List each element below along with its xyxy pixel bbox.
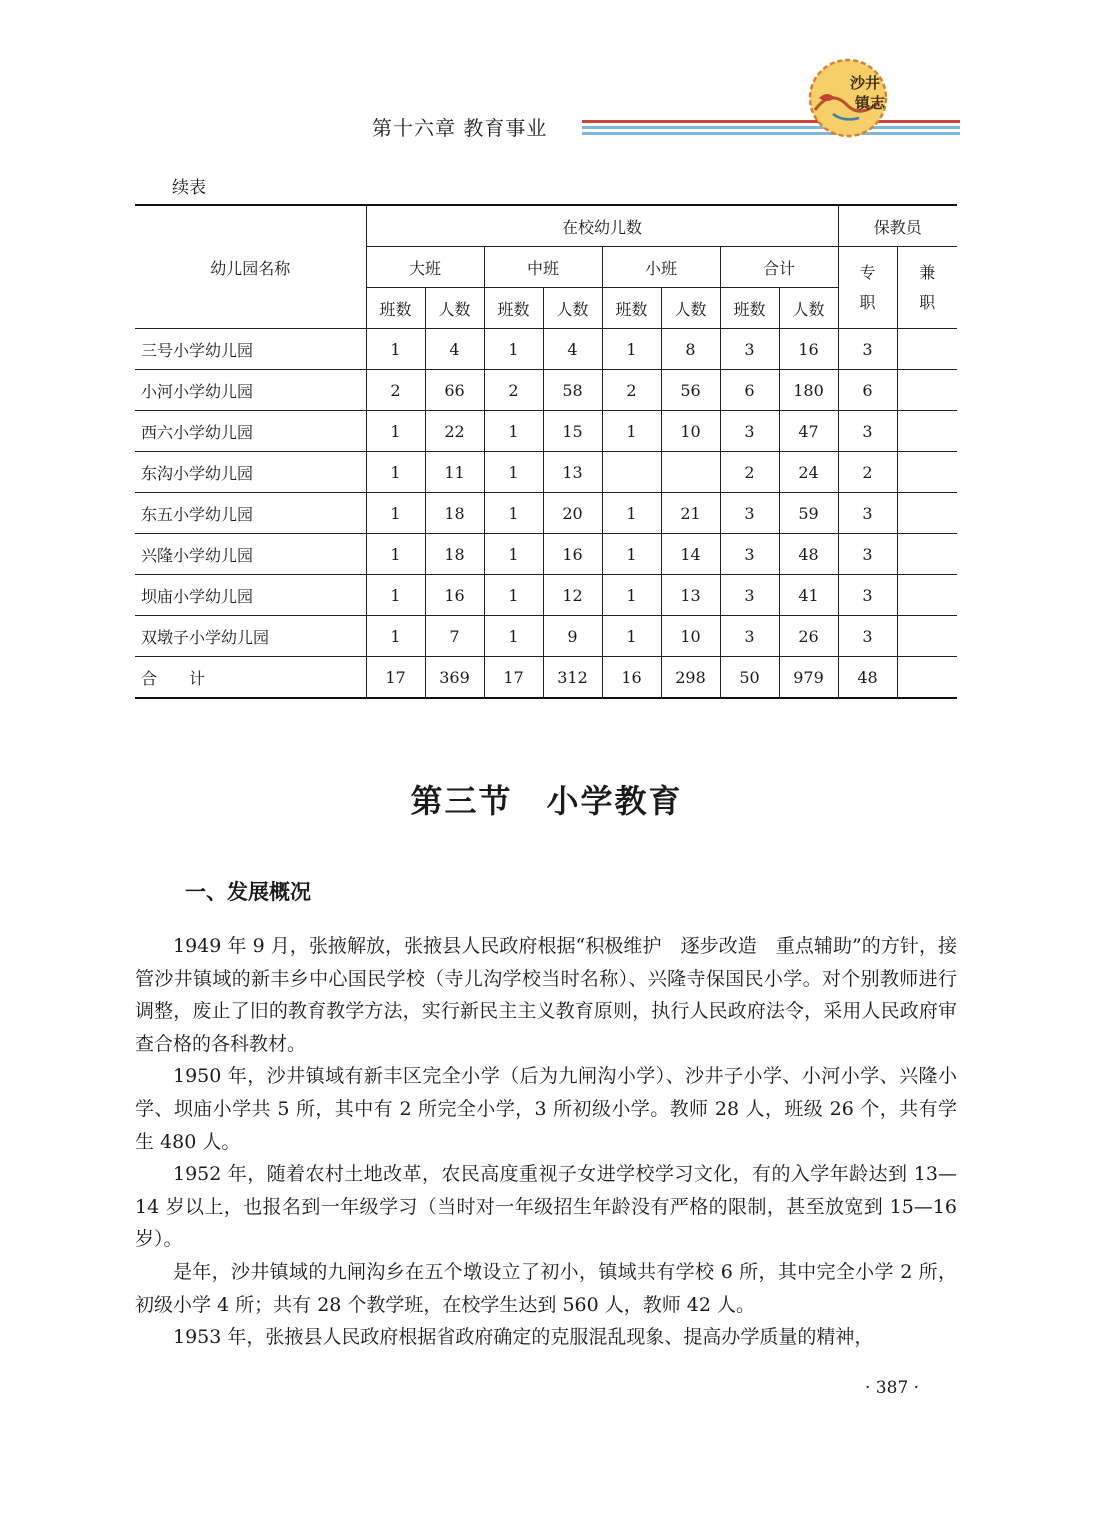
table-cell: 2 <box>838 452 897 493</box>
staff-header-parttime: 兼职 <box>919 262 936 312</box>
table-cell: 16 <box>779 329 838 370</box>
seal-text: 沙井 <box>850 74 881 92</box>
table-cell: 48 <box>838 657 897 699</box>
header-rule-blue <box>582 132 960 135</box>
paragraph: 1949 年 9 月，张掖解放，张掖县人民政府根据“积极维护 逐步改造 重点辅助”的方针，接管沙井镇域的新丰乡中心国民学校（寺儿沟学校当时名称）、兴隆寺保国民小学。对个别教师进行调整，废止了旧的教育教学方法，实行新民主主义教育原则，执行人民政府法令，采用人民政府审查合格的各科教材。 <box>135 935 957 1055</box>
table-cell: 369 <box>425 657 484 699</box>
table-cell: 西六小学幼儿园 <box>135 411 366 452</box>
table-cell: 22 <box>425 411 484 452</box>
column-header <box>897 247 957 329</box>
table-cell <box>897 329 957 370</box>
page-number: · 387 · <box>865 1378 920 1398</box>
subheading: 一、发展概况 <box>185 880 311 904</box>
column-group-header: 大班 <box>366 247 484 288</box>
column-header: 班数 <box>602 288 661 329</box>
table-cell: 12 <box>543 575 602 616</box>
table-cell: 3 <box>838 575 897 616</box>
table-cell: 1 <box>484 411 543 452</box>
table-cell: 7 <box>425 616 484 657</box>
table-cell: 20 <box>543 493 602 534</box>
table-cell: 17 <box>366 657 425 699</box>
table-cell: 4 <box>543 329 602 370</box>
table-cell: 1 <box>366 329 425 370</box>
column-group-header: 合计 <box>720 247 838 288</box>
table-cell: 50 <box>720 657 779 699</box>
table-cell <box>897 452 957 493</box>
table-cell: 3 <box>720 616 779 657</box>
table-row <box>135 329 957 370</box>
table-cell: 1 <box>366 575 425 616</box>
table-cell: 东沟小学幼儿园 <box>135 452 366 493</box>
table-cell: 1 <box>484 329 543 370</box>
table-cell: 1 <box>484 616 543 657</box>
header-rule-blue <box>582 126 960 129</box>
table-row <box>135 370 957 411</box>
continued-table-label: 续表 <box>172 178 206 198</box>
table-cell: 1 <box>602 329 661 370</box>
table-cell: 2 <box>720 452 779 493</box>
table-cell: 66 <box>425 370 484 411</box>
table-cell: 3 <box>720 493 779 534</box>
table-cell: 4 <box>425 329 484 370</box>
table-cell: 坝庙小学幼儿园 <box>135 575 366 616</box>
book-seal-logo <box>803 58 893 138</box>
table-cell: 10 <box>661 411 720 452</box>
table-cell: 8 <box>661 329 720 370</box>
column-header: 班数 <box>720 288 779 329</box>
section-title: 第三节 小学教育 <box>410 782 683 820</box>
table-cell: 6 <box>838 370 897 411</box>
column-header: 人数 <box>543 288 602 329</box>
table-cell: 3 <box>720 411 779 452</box>
table-cell: 14 <box>661 534 720 575</box>
table-row <box>135 534 957 575</box>
table-cell: 16 <box>425 575 484 616</box>
table-cell: 1 <box>366 616 425 657</box>
body-text <box>135 930 957 1354</box>
table-cell: 13 <box>543 452 602 493</box>
table-cell: 18 <box>425 493 484 534</box>
paragraph: 是年，沙井镇域的九闸沟乡在五个墩设立了初小，镇域共有学校 6 所，其中完全小学 2 所，初级小学 4 所；共有 28 个教学班，在校学生达到 560 人，教师 42 人。 <box>135 1260 957 1316</box>
table-cell: 6 <box>720 370 779 411</box>
column-group-header: 中班 <box>484 247 602 288</box>
table-cell: 1 <box>602 616 661 657</box>
column-group-header: 保教员 <box>838 205 957 247</box>
column-group-header: 在校幼儿数 <box>366 205 838 247</box>
table-row <box>135 452 957 493</box>
table-cell: 59 <box>779 493 838 534</box>
table-cell: 3 <box>838 616 897 657</box>
table-cell: 1 <box>484 534 543 575</box>
table-cell: 2 <box>366 370 425 411</box>
table-cell: 21 <box>661 493 720 534</box>
table-cell: 1 <box>602 534 661 575</box>
table-cell <box>897 370 957 411</box>
table-cell <box>897 411 957 452</box>
column-header: 班数 <box>484 288 543 329</box>
table-cell: 312 <box>543 657 602 699</box>
table-cell: 小河小学幼儿园 <box>135 370 366 411</box>
table-cell: 3 <box>838 329 897 370</box>
table-cell <box>897 616 957 657</box>
table-cell: 1 <box>602 493 661 534</box>
table-cell: 48 <box>779 534 838 575</box>
table-cell: 1 <box>602 411 661 452</box>
table-cell: 26 <box>779 616 838 657</box>
table-cell: 15 <box>543 411 602 452</box>
table-cell: 180 <box>779 370 838 411</box>
table-cell: 16 <box>602 657 661 699</box>
table-cell: 18 <box>425 534 484 575</box>
column-header: 班数 <box>366 288 425 329</box>
table-cell: 3 <box>838 411 897 452</box>
table-cell: 1 <box>484 493 543 534</box>
table-cell: 1 <box>366 493 425 534</box>
table-cell: 58 <box>543 370 602 411</box>
column-header: 幼儿园名称 <box>135 205 366 329</box>
table-cell: 3 <box>720 534 779 575</box>
table-cell: 1 <box>366 534 425 575</box>
table-cell: 2 <box>484 370 543 411</box>
staff-header-fulltime: 专职 <box>859 262 876 312</box>
table-cell: 1 <box>484 452 543 493</box>
table-cell: 东五小学幼儿园 <box>135 493 366 534</box>
table-cell: 979 <box>779 657 838 699</box>
chapter-header: 第十六章 教育事业 <box>372 116 548 140</box>
column-header: 人数 <box>425 288 484 329</box>
kindergarten-table <box>135 204 957 699</box>
paragraph: 1952 年，随着农村土地改革，农民高度重视子女进学校学习文化，有的入学年龄达到 13—14 岁以上，也报名到一年级学习（当时对一年级招生年龄没有严格的限制，甚至放宽到 15—16 岁）。 <box>135 1163 957 1251</box>
table-cell: 双墩子小学幼儿园 <box>135 616 366 657</box>
table-total-row <box>135 657 957 699</box>
table-cell: 17 <box>484 657 543 699</box>
column-header: 人数 <box>779 288 838 329</box>
table-cell: 41 <box>779 575 838 616</box>
table-cell: 24 <box>779 452 838 493</box>
seal-text: 镇志 <box>855 94 886 112</box>
column-header <box>838 247 897 329</box>
table-cell: 9 <box>543 616 602 657</box>
table-row <box>135 575 957 616</box>
table-cell <box>897 534 957 575</box>
table-cell: 1 <box>366 411 425 452</box>
paragraph: 1950 年，沙井镇域有新丰区完全小学（后为九闸沟小学）、沙井子小学、小河小学、兴隆小学、坝庙小学共 5 所，其中有 2 所完全小学，3 所初级小学。教师 28 人，班级 26 个，共有学生 480 人。 <box>135 1065 957 1153</box>
table-cell: 3 <box>720 329 779 370</box>
table-cell <box>897 657 957 699</box>
table-row <box>135 411 957 452</box>
table-cell: 10 <box>661 616 720 657</box>
table-cell: 13 <box>661 575 720 616</box>
table-cell: 三号小学幼儿园 <box>135 329 366 370</box>
paragraph: 1953 年，张掖县人民政府根据省政府确定的克服混乱现象、提高办学质量的精神， <box>173 1326 874 1349</box>
table-cell: 1 <box>484 575 543 616</box>
table-cell: 合 计 <box>135 657 366 699</box>
table-row <box>135 616 957 657</box>
table-cell: 1 <box>366 452 425 493</box>
column-group-header: 小班 <box>602 247 720 288</box>
table-cell: 兴隆小学幼儿园 <box>135 534 366 575</box>
table-cell: 1 <box>602 575 661 616</box>
table-cell <box>897 493 957 534</box>
table-cell: 3 <box>720 575 779 616</box>
table-cell: 56 <box>661 370 720 411</box>
table-cell: 3 <box>838 534 897 575</box>
table-cell <box>602 452 661 493</box>
table-cell: 16 <box>543 534 602 575</box>
table-cell: 2 <box>602 370 661 411</box>
column-header: 人数 <box>661 288 720 329</box>
table-cell <box>897 575 957 616</box>
table-cell <box>661 452 720 493</box>
table-cell: 11 <box>425 452 484 493</box>
header-rule-red <box>582 120 960 123</box>
table-cell: 47 <box>779 411 838 452</box>
table-cell: 3 <box>838 493 897 534</box>
table-row <box>135 493 957 534</box>
table-cell: 298 <box>661 657 720 699</box>
